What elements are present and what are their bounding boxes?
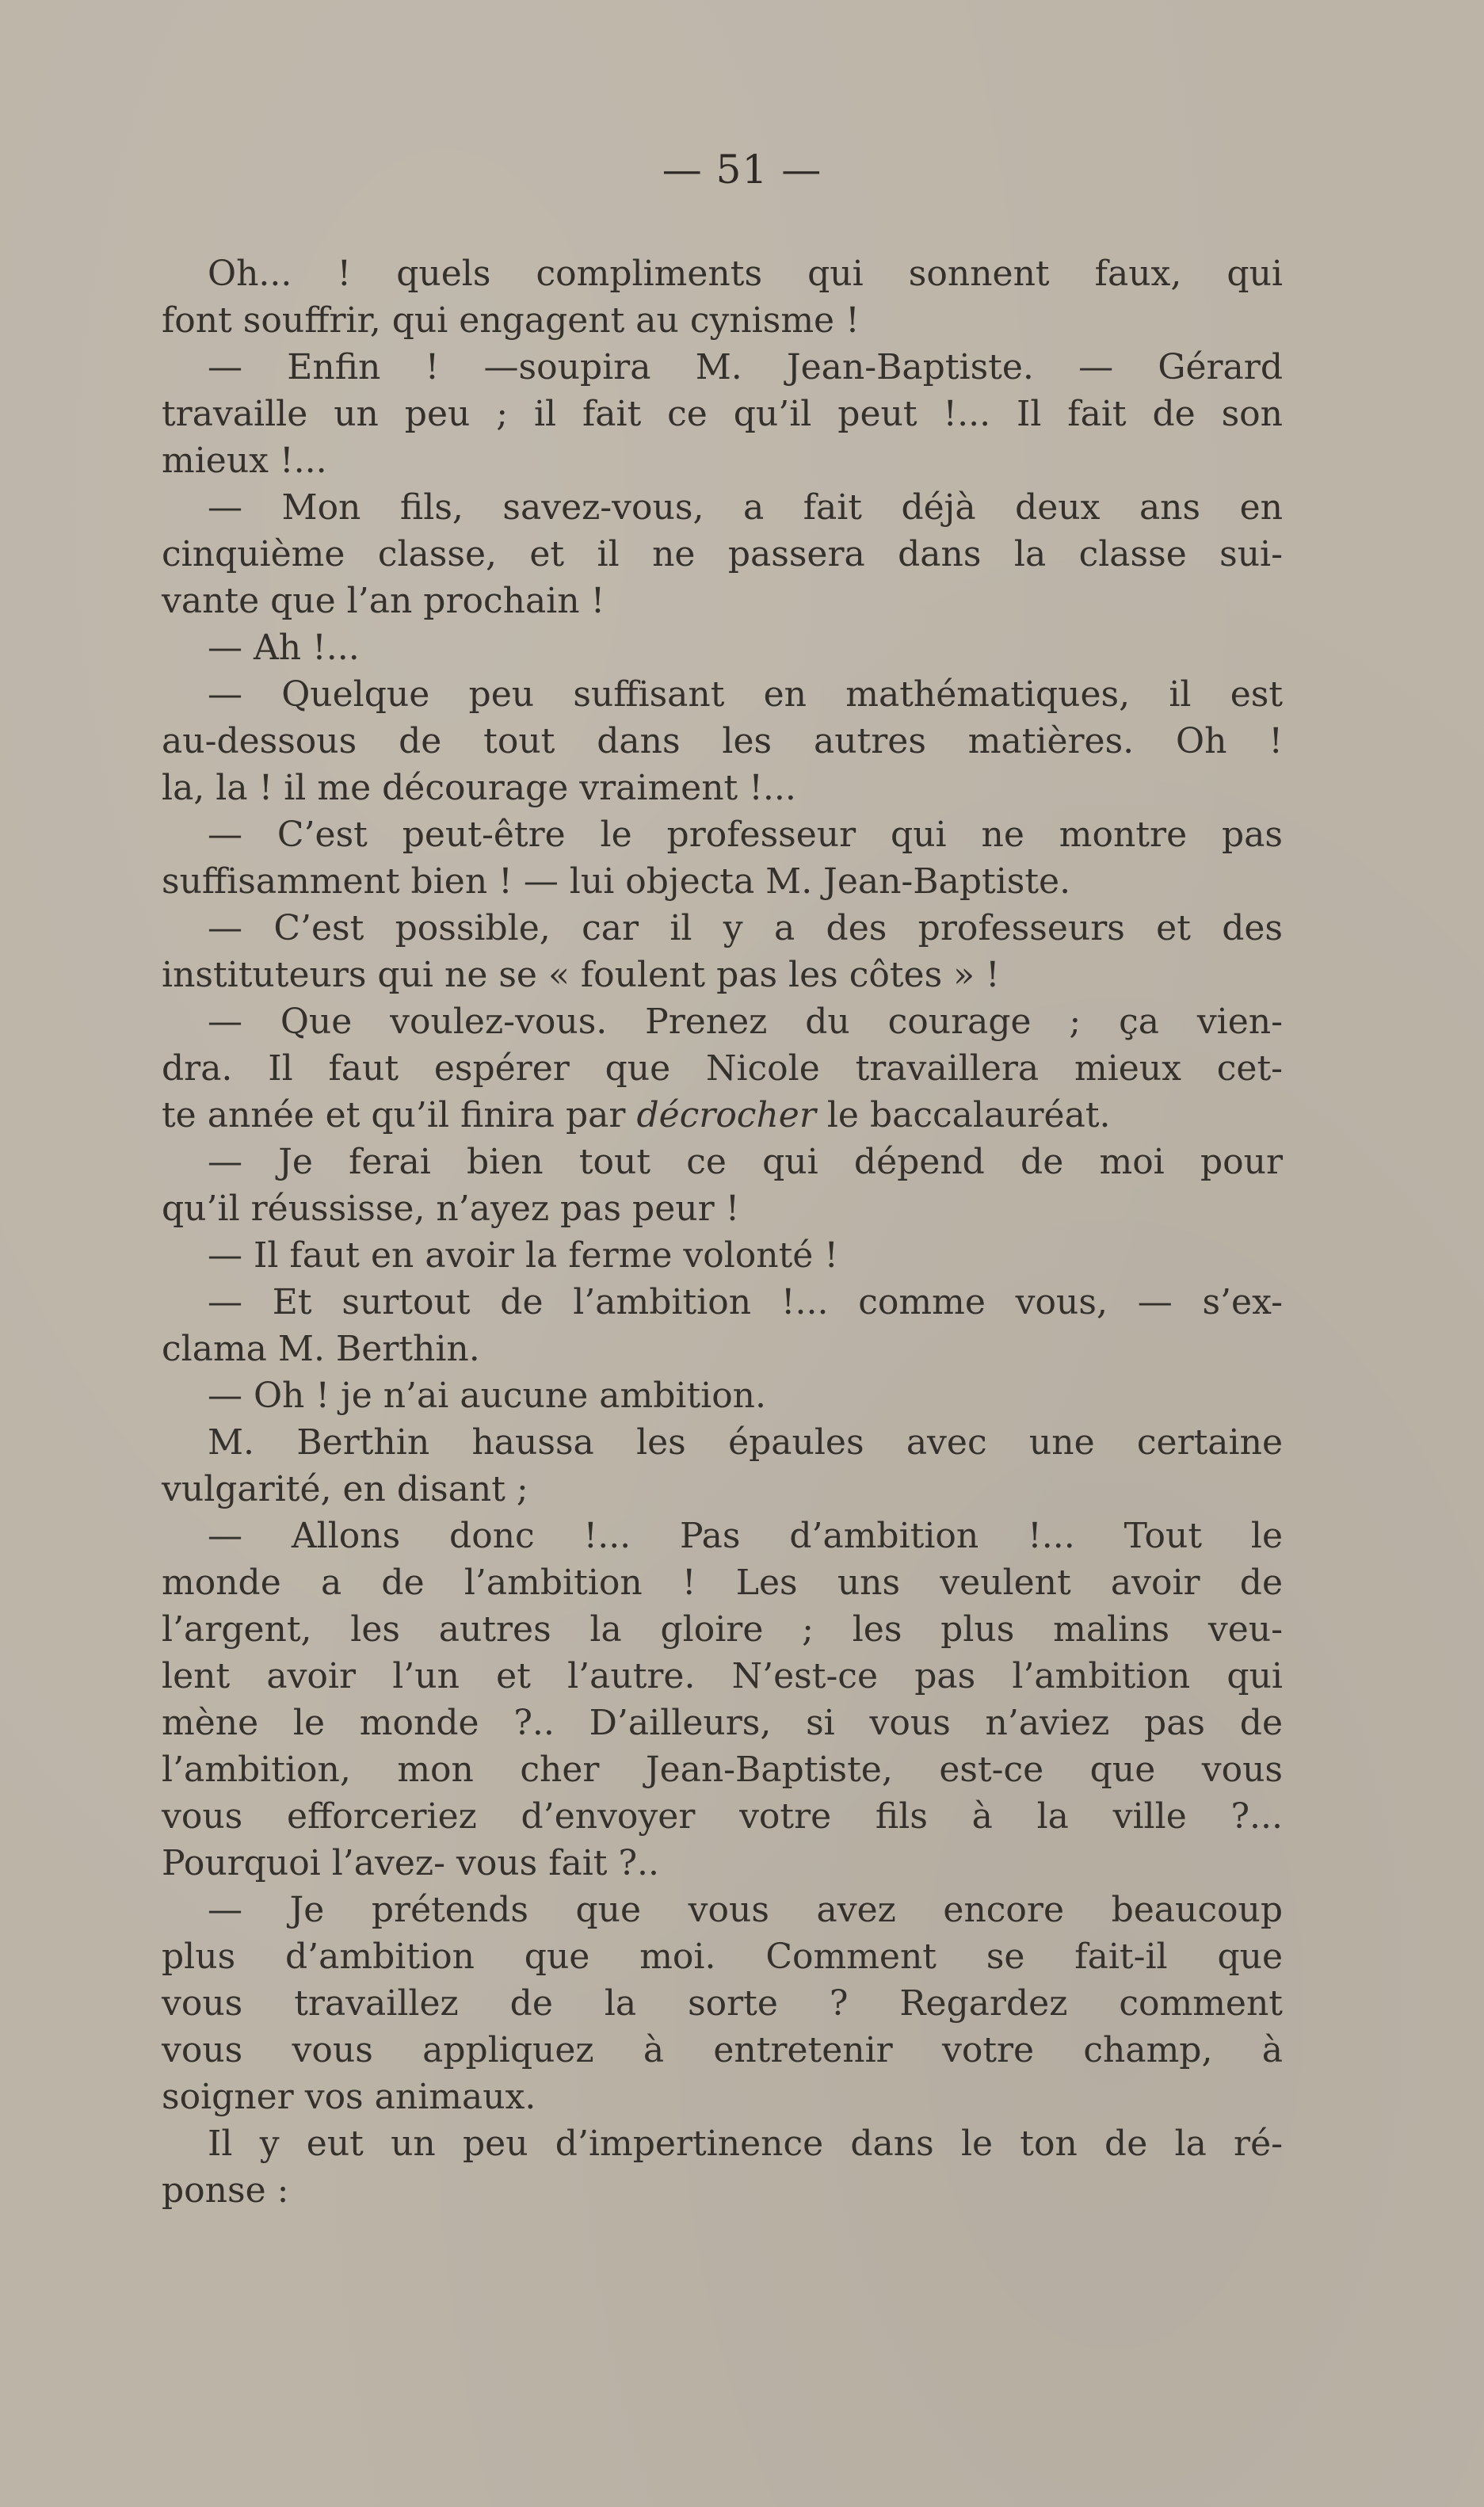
text-line: ponse :: [162, 2170, 289, 2211]
text-line: plus d’ambition que moi. Comment se fait-il que: [162, 1937, 1283, 1977]
text-line: Pourquoi l’avez- vous fait ?..: [162, 1843, 660, 1883]
text-line: — Quelque peu suffisant en mathématiques, il est: [208, 674, 1283, 715]
text-line: M. Berthin haussa les épaules avec une certaine: [208, 1422, 1283, 1463]
text-line: travaille un peu ; il fait ce qu’il peut !... Il fait de son: [162, 394, 1283, 434]
text-line: — Il faut en avoir la ferme volonté !: [208, 1235, 839, 1276]
text-line: Oh... ! quels compliments qui sonnent faux, qui: [208, 254, 1283, 294]
text-line: lent avoir l’un et l’autre. N’est-ce pas l’ambition qui: [162, 1656, 1283, 1696]
text-line: Il y eut un peu d’impertinence dans le ton de la ré-: [208, 2124, 1283, 2164]
text-line: — Je ferai bien tout ce qui dépend de moi pour: [208, 1142, 1283, 1182]
text-line: mieux !...: [162, 441, 327, 481]
text-line: monde a de l’ambition ! Les uns veulent avoir de: [162, 1563, 1283, 1603]
text-line: — Que voulez-vous. Prenez du courage ; ça vien-: [208, 1002, 1283, 1042]
text-line: — Je prétends que vous avez encore beaucoup: [208, 1890, 1283, 1930]
text-line: l’ambition, mon cher Jean-Baptiste, est-ce que vous: [162, 1750, 1283, 1790]
text-line: vulgarité, en disant ;: [162, 1469, 528, 1509]
text-line: la, la ! il me décourage vraiment !...: [162, 768, 796, 808]
text-segment: le baccalauréat.: [815, 1095, 1111, 1135]
text-line: — Et surtout de l’ambition !... comme vous, — s’ex-: [208, 1282, 1283, 1322]
text-line: au-dessous de tout dans les autres matières. Oh !: [162, 721, 1283, 761]
text-line: — Enfin ! —soupira M. Jean-Baptiste. — Gérard: [208, 347, 1283, 387]
text-line: suffisamment bien ! — lui objecta M. Jean-Baptiste.: [162, 861, 1071, 902]
text-line: vous vous appliquez à entretenir votre champ, à: [162, 2030, 1283, 2070]
text-line: l’argent, les autres la gloire ; les plus malins veu-: [162, 1609, 1283, 1650]
text-segment: te année et qu’il finira par: [162, 1095, 637, 1135]
text-line: — C’est peut-être le professeur qui ne montre pas: [208, 815, 1283, 855]
page-number: — 51 —: [662, 147, 822, 193]
text-line: font souffrir, qui engagent au cynisme !: [162, 300, 860, 341]
text-line: vante que l’an prochain !: [162, 581, 605, 621]
text-line: — Allons donc !... Pas d’ambition !... Tout le: [208, 1516, 1283, 1556]
text-line: qu’il réussisse, n’ayez pas peur !: [162, 1189, 740, 1229]
body-text: [162, 250, 1283, 2214]
text-line: clama M. Berthin.: [162, 1329, 480, 1369]
text-line: — Mon fils, savez-vous, a fait déjà deux ans en: [208, 487, 1283, 528]
text-line: [162, 1092, 1283, 1139]
text-line: mène le monde ?.. D’ailleurs, si vous n’aviez pas de: [162, 1703, 1283, 1743]
text-line: — C’est possible, car il y a des professeurs et des: [208, 908, 1283, 948]
text-line: instituteurs qui ne se « foulent pas les côtes » !: [162, 955, 1000, 995]
italic-word: décrocher: [636, 1095, 816, 1135]
text-line: cinquième classe, et il ne passera dans la classe sui-: [162, 534, 1283, 574]
text-line: — Oh ! je n’ai aucune ambition.: [208, 1376, 767, 1416]
text-line: soigner vos animaux.: [162, 2077, 536, 2117]
text-line: vous travaillez de la sorte ? Regardez comment: [162, 1983, 1283, 2024]
text-line: vous efforceriez d’envoyer votre fils à la ville ?...: [162, 1796, 1283, 1837]
text-line: dra. Il faut espérer que Nicole travaillera mieux cet-: [162, 1048, 1283, 1089]
text-line: — Ah !...: [208, 628, 360, 668]
